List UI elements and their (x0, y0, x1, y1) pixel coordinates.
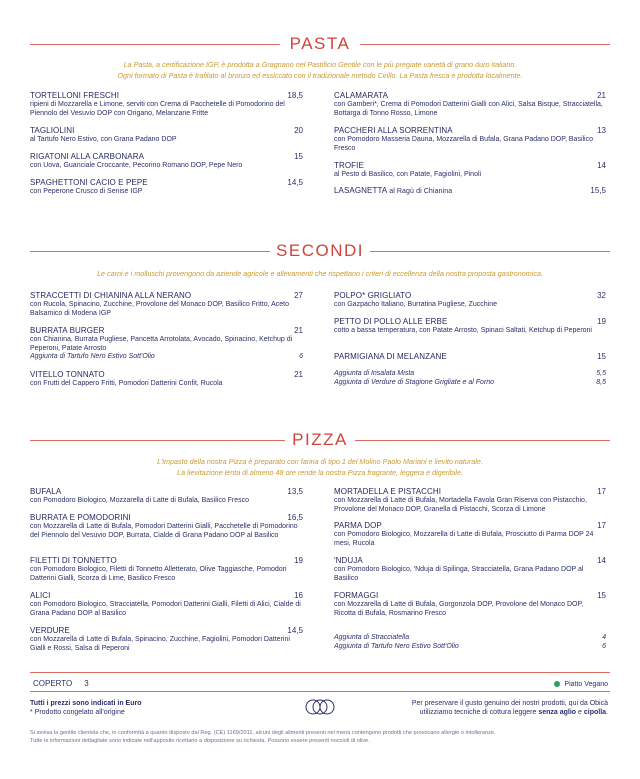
pizza-intro (40, 457, 600, 478)
addon-list (334, 370, 606, 387)
item-price: 27 (294, 291, 303, 300)
menu-item (334, 291, 606, 310)
item-desc: con Rucola, Spinacino, Zucchine, Provolone del Monaco DOP, Basilico Fritto, Aceto Balsamico di Modena IGP (30, 301, 290, 317)
addon (334, 370, 606, 379)
menu-item (334, 487, 606, 514)
item-desc: con Gazpacho Italiano, Burratina Pugliese, Zucchine (334, 301, 498, 308)
legal-notice (30, 729, 615, 745)
addon-price: 6 (299, 353, 303, 361)
menu-item (30, 91, 303, 118)
addon-list (334, 634, 606, 651)
menu-item (334, 521, 606, 548)
item-addon (30, 353, 303, 362)
item-name: 'NDUJA (334, 556, 363, 565)
addon-label: Aggiunta di Tartufo Nero Estivo Sott'Olio (30, 353, 155, 361)
item-price: 15 (597, 352, 606, 361)
item-desc: al Tartufo Nero Estivo, con Grana Padano DOP (30, 136, 177, 143)
addon-price: 5,5 (596, 370, 606, 377)
genuine-bold: cipolla (583, 709, 607, 716)
genuine-text: . (606, 709, 608, 716)
coperto-label: COPERTO (33, 679, 73, 688)
menu-item (30, 178, 303, 197)
genuine-bold: senza aglio (538, 709, 577, 716)
pasta-intro (40, 60, 600, 81)
genuine-note (348, 699, 608, 717)
menu-item (30, 152, 303, 171)
genuine-line: Per preservare il gusto genuino dei nostri prodotti, qui da Obicà (411, 700, 608, 707)
addon-price: 8,5 (596, 378, 606, 386)
menu-item (334, 186, 606, 197)
item-name: ALICI (30, 591, 51, 600)
intro-line: Ogni formato di Pasta è trafilato al bronzo ed essiccato con il tradizionale metodo Cirillo. La Pasta fresca è prodotta localmente. (117, 70, 523, 80)
item-price: 19 (597, 317, 606, 326)
item-desc: cotto a bassa temperatura, con Patate Arrosto, Spinaci Saltati, Ketchup di Peperoni (334, 327, 592, 334)
menu-item (30, 626, 303, 653)
obica-logo-icon (303, 698, 337, 716)
menu-item (334, 556, 606, 583)
menu-item (30, 126, 303, 145)
frozen-note: * Prodotto congelato all'origine (30, 709, 125, 716)
item-desc: con Pomodoro Biologico, Mozzarella di Latte di Bufala, Prosciutto di Parma DOP 24 mesi, Rucola (334, 531, 594, 547)
item-desc: con Pomodoro Masseria Dauna, Mozzarella di Bufala, Grana Padano DOP, Basilico Fresco (334, 136, 594, 152)
item-desc: al Pesto di Basilico, con Patate, Fagiolini, Pinoli (334, 171, 482, 178)
item-desc: con Pomodoro Biologico, 'Nduja di Spilinga, Stracciatella, Grana Padano DOP al Basilico (334, 566, 584, 582)
item-price: 21 (294, 326, 303, 335)
item-price: 15 (597, 591, 606, 600)
item-price: 14,5 (287, 626, 303, 635)
item-name: BURRATA E POMODORINI (30, 513, 131, 522)
item-desc: con Pomodoro Biologico, Mozzarella di Latte di Bufala, Basilico Fresco (30, 497, 250, 504)
item-name: MORTADELLA E PISTACCHI (334, 487, 442, 496)
item-price: 15,5 (590, 186, 606, 195)
item-name: TAGLIOLINI (30, 126, 75, 135)
item-desc: con Gamberi*, Crema di Pomodori Datterini Gialli con Alici, Salsa Bisque, Stracciatella, Bottarga di Tonno Rosso, Limone (334, 101, 603, 117)
item-name: STRACCETTI DI CHIANINA ALLA NERANO (30, 291, 192, 300)
addon (334, 643, 606, 652)
legal-line: Si avvisa la gentile clientela che, in conformità a quanto disposto dal Reg. (CE) 1169/2011, alcuni degli alimenti presenti nel menù contengono prodotti che provocano allergie o intolleranze. (30, 730, 496, 736)
item-price: 17 (597, 487, 606, 496)
item-name: VITELLO TONNATO (30, 370, 105, 379)
pizza-header (30, 429, 610, 451)
menu-item (334, 126, 606, 153)
item-price: 13 (597, 126, 606, 135)
vegan-legend (554, 681, 608, 688)
menu-item (334, 317, 606, 336)
menu-item (30, 487, 303, 506)
item-desc: con Mozzarella di Latte di Bufala, Pomodori Datterini Gialli, Pacchetelle di Pomodorino del Piennolo del Vesuvio DOP, Burrata, Cialde di Grana Padano DOP al Basilico (30, 523, 298, 539)
item-name: FORMAGGI (334, 591, 379, 600)
item-name: PETTO DI POLLO ALLE ERBE (334, 317, 448, 326)
item-name: BURRATA BURGER (30, 326, 105, 335)
item-name: PARMA DOP (334, 521, 382, 530)
item-name: POLPO* GRIGLIATO (334, 291, 412, 300)
coperto (33, 679, 89, 688)
menu-item (30, 326, 303, 362)
item-desc: con Peperone Crusco di Senise IGP (30, 188, 143, 195)
vegan-label: Piatto Vegano (564, 681, 608, 688)
item-desc: con Uova, Guanciale Croccante, Pecorino Romano DOP, Pepe Nero (30, 162, 243, 169)
prices-note: Tutti i prezzi sono indicati in Euro (30, 700, 142, 707)
item-price: 14,5 (287, 178, 303, 187)
item-desc: con Mozzarella di Latte di Bufala, Spinacino, Zucchine, Fagiolini, Pomodori Datterini Gialli e Rossi, Salsa di Peperoni (30, 636, 290, 652)
addon-label: Aggiunta di Tartufo Nero Estivo Sott'Olio (334, 642, 459, 650)
item-price: 16,5 (287, 513, 303, 522)
item-desc: al Ragù di Chianina (389, 188, 453, 195)
item-price: 32 (597, 291, 606, 300)
item-price: 14 (597, 556, 606, 565)
item-desc: con Chianina, Burrata Pugliese, Pancetta Arrotolata, Avocado, Spinacino, Ketchup di Peperoni, Patate Arrosto (30, 336, 293, 352)
item-price: 13,5 (287, 487, 303, 496)
menu-item (30, 291, 303, 318)
item-name: RIGATONI ALLA CARBONARA (30, 152, 145, 161)
item-price: 20 (294, 126, 303, 135)
intro-line: La lievitazione lenta di almeno 48 ore rende la nostra Pizza fragrante, leggera e digeribile. (177, 467, 463, 477)
item-name: LASAGNETTA (334, 186, 387, 195)
item-desc: con Frutti del Cappero Fritti, Pomodori Datterini Confit, Rucola (30, 380, 223, 387)
item-name: VERDURE (30, 626, 70, 635)
menu-item (334, 91, 606, 118)
secondi-intro: Le carni e i molluschi provengono da aziende agricole e allevamenti che rispettano i criteri di eccellenza della nostra proposta gastronomica. (97, 269, 543, 278)
item-name: SPAGHETTONI CACIO E PEPE (30, 178, 148, 187)
genuine-line (348, 708, 608, 717)
footer-divider (30, 691, 610, 692)
item-desc: con Pomodoro Biologico, Stracciatella, Pomodori Datterini Gialli, Filetti di Alici, Cialde di Grana Padano DOP al Basilico (30, 601, 301, 617)
addon-label: Aggiunta di Insalata Mista (334, 370, 415, 377)
footer-divider (30, 672, 610, 673)
genuine-text: utilizziamo tecniche di cottura leggere (419, 709, 539, 716)
item-price: 18,5 (287, 91, 303, 100)
addon-price: 4 (602, 634, 606, 641)
intro-line: La Pasta, a certificazione IGP, è prodotta a Gragnano nel Pastificio Gentile con le più pregiate varietà di grano duro italiano. (123, 60, 517, 69)
item-price: 19 (294, 556, 303, 565)
item-price: 17 (597, 521, 606, 530)
genuine-text: e (576, 709, 584, 716)
pasta-header (30, 33, 610, 55)
item-desc: con Pomodoro Biologico, Filetti di Tonnetto Alletterato, Olive Taggiasche, Pomodori Datterini Gialli, Scorza di Lime, Basilico Fresco (30, 566, 287, 582)
secondi-title: SECONDI (276, 241, 364, 260)
addon-price: 6 (602, 642, 606, 650)
item-name: FILETTI DI TONNETTO (30, 556, 117, 565)
item-price: 15 (294, 152, 303, 161)
item-desc: con Mozzarella di Latte di Bufala, Gorgonzola DOP, Provolone del Monaco DOP, Ricotta di Bufala, Rosmarino Fresco (334, 601, 584, 617)
item-price: 14 (597, 161, 606, 170)
menu-item (30, 513, 303, 540)
intro-line: L'impasto della nostra Pizza è preparato con farina di tipo 1 del Molino Paolo Mariani e lievito naturale. (157, 457, 483, 466)
item-name: TROFIE (334, 161, 364, 170)
menu-item (30, 556, 303, 583)
menu-item (334, 161, 606, 180)
item-name: PARMIGIANA DI MELANZANE (334, 352, 447, 361)
pasta-title: PASTA (289, 34, 351, 53)
legal-line: Tutte le informazioni dettagliate sono indicate nell'apposito ricettario a disposizione su richiesta. Possono essere presenti noccioli di olive. (30, 738, 370, 744)
addon-label: Aggiunta di Verdure di Stagione Grigliate e al Forno (334, 378, 495, 386)
menu-item (334, 352, 606, 362)
item-desc: ripieni di Mozzarella e Limone, serviti con Crema di Pacchetelle di Pomodorino del Piennolo del Vesuvio DOP con Origano, Melanzane Fritte (30, 101, 285, 117)
item-price: 16 (294, 591, 303, 600)
addon-label: Aggiunta di Stracciatella (334, 634, 410, 641)
item-name: CALAMARATA (334, 91, 389, 100)
item-price: 21 (597, 91, 606, 100)
item-name: TORTELLONI FRESCHI (30, 91, 120, 100)
menu-item (30, 370, 303, 389)
coperto-price: 3 (84, 679, 89, 688)
menu-item (334, 591, 606, 618)
pizza-title: PIZZA (292, 430, 348, 449)
secondi-header (30, 240, 610, 262)
item-price: 21 (294, 370, 303, 379)
addon (334, 634, 606, 643)
item-name: BUFALA (30, 487, 62, 496)
addon (334, 379, 606, 388)
vegan-dot-icon (554, 681, 560, 687)
item-name: PACCHERI ALLA SORRENTINA (334, 126, 453, 135)
price-notes (30, 699, 141, 717)
menu-item (30, 591, 303, 618)
item-desc: con Mozzarella di Latte di Bufala, Mortadella Favola Gran Riserva con Pistacchio, Provolone del Monaco DOP, Granella di Pistacchi, Scorza di Limone (334, 497, 587, 513)
